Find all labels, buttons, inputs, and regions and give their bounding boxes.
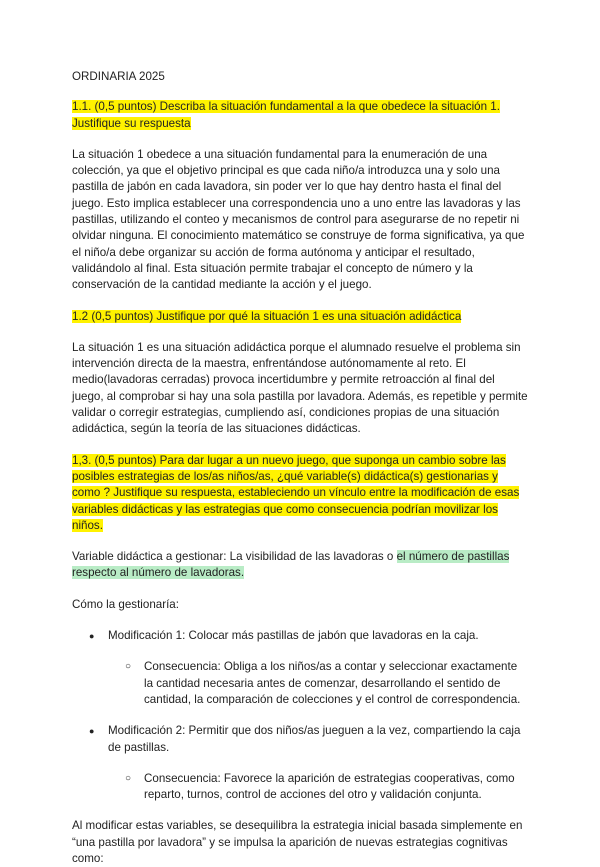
didactic-variable-highlight: el número de pastillas respecto al número de lavadoras.: [72, 550, 510, 580]
answer-1-1: La situación 1 obedece a una situación fundamental para la enumeración de una colección, ya que el objetivo principal es que cada niño/a introduzca una y solo una pastilla de jabón en cada lavadora, sin poder ver lo que hay dentro hasta el final del juego. Esto implica establecer una correspondencia uno a uno entre las lavadoras y las pastillas, utilizando el conteo y mecanismos de control para asegurarse de no repetir ni olvidar ninguna. El conocimiento matemático se construye de forma significativa, ya que el niño/a debe organizar su acción de forma autónoma y anticipar el resultado, validándolo al final. Esta situación permite trabajar el concepto de número y la conservación de la cantidad mediante la acción y el juego.: [72, 147, 525, 292]
consequence-1-text: Consecuencia: Obliga a los niños/as a contar y seleccionar exactamente la cantidad necesaria antes de comenzar, desarrollando el sentido de cantidad, la comparación de colecciones y el control de correspondencia.: [144, 660, 521, 706]
modification-list: [72, 628, 528, 803]
consequence-2: [72, 771, 528, 804]
document-body: [72, 69, 528, 867]
consequence-1: [72, 659, 528, 708]
conclusion-paragraph: Al modificar estas variables, se desequilibra la estrategia inicial basada simplemente en “una pastilla por lavadora” y se impulsa la aparición de nuevas estrategias cognitivas como:: [72, 819, 523, 865]
modification-2: [72, 723, 528, 756]
modification-1: [72, 628, 528, 644]
hollow-bullet-icon: ○: [125, 661, 132, 673]
question-1-3-text: 1,3. (0,5 puntos) Para dar lugar a un nuevo juego, que suponga un cambio sobre las posibles estrategias de los/as niños/as, ¿qué variable(s) didáctica(s) gestionarias y como ? Justifique su respuesta, estableciendo un vínculo entre la modificación de esas variables didácticas y las estrategias que como consecuencia podrían movilizar los niños.: [72, 453, 520, 532]
consequence-2-text: Consecuencia: Favorece la aparición de estrategias cooperativas, como reparto, turnos, control de acciones del otro y validación conjunta.: [144, 771, 515, 802]
question-1-2-text: 1.2 (0,5 puntos) Justifique por qué la situación 1 es una situación adidáctica: [72, 309, 462, 323]
modification-2-text: Modificación 2: Permitir que dos niños/as jueguen a la vez, compartiendo la caja de pastillas.: [108, 724, 521, 754]
question-1-2: [72, 309, 528, 325]
filled-bullet-icon: ●: [89, 631, 95, 642]
question-1-1: [72, 99, 528, 132]
document-title: ORDINARIA 2025: [72, 70, 165, 83]
didactic-variable-prefix: Variable didáctica a gestionar: La visibilidad de las lavadoras o: [72, 550, 397, 564]
gestion-label: Cómo la gestionaría:: [72, 597, 179, 611]
question-1-3: [72, 453, 528, 534]
filled-bullet-icon: ●: [89, 726, 95, 737]
answer-1-2: La situación 1 es una situación adidáctica porque el alumnado resuelve el problema sin intervención directa de la maestra, enfrentándose autónomamente al reto. El medio(lavadoras cerradas) provoca incertidumbre y permite retroacción al final del juego, al comprobar si hay una sola pastilla por lavadora. Además, es repetible y permite validar o corregir estrategias, cumpliendo así, condiciones propias de una situación adidáctica, según la teoría de las situaciones didácticas.: [72, 340, 528, 436]
modification-item: [72, 628, 528, 708]
didactic-variable: [72, 549, 528, 582]
hollow-bullet-icon: ○: [125, 772, 132, 784]
modification-1-text: Modificación 1: Colocar más pastillas de jabón que lavadoras en la caja.: [108, 629, 479, 643]
modification-item: [72, 723, 528, 803]
question-1-1-text: 1.1. (0,5 puntos) Describa la situación fundamental a la que obedece la situación 1. Justifique su respuesta: [72, 100, 500, 130]
